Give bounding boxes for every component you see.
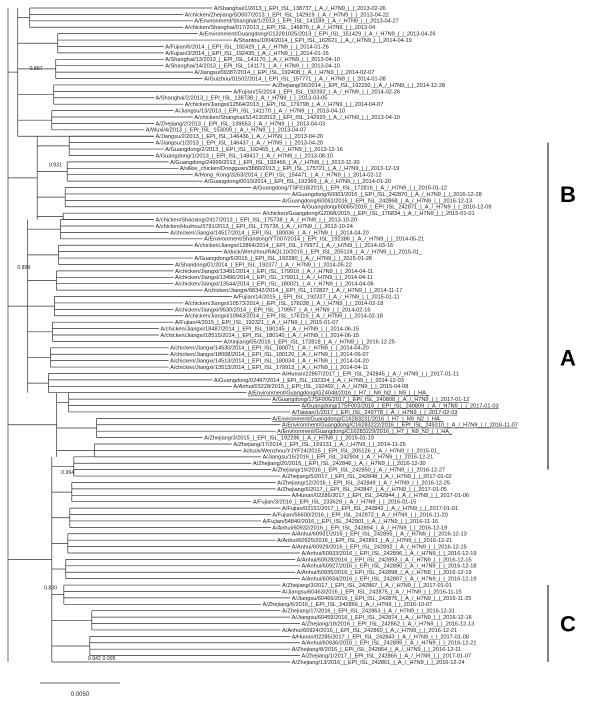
scale-bar bbox=[40, 683, 120, 698]
bootstrap-value-0: 0.897 bbox=[29, 66, 43, 73]
taxon-label: A/chicken/Jiangxi/13513/2014_|_EPI_ISL_179913_|_A_/_H7N9_|_|_2014-04-11 bbox=[170, 364, 369, 371]
taxon-label: A/Jiangsu/2/2013_|_EPI_ISL_146436_|_A_/_H7N9_|_|_2013-04-20 bbox=[155, 134, 324, 141]
taxon-label: A/Guangdong/02497/2014_|_EPI_ISL_192324_|_A_/_H7N9_|_|_2014-12-03 bbox=[213, 377, 404, 384]
taxon-label: A/Guangdong/0010/2014_|_EPI_ISL_192369_|_A_/_H7N9_|_|_2014-01-20 bbox=[204, 179, 392, 186]
taxon-label: A/chicken/Zhejiang/SD007/2013_|_EPI_ISL_142919_|_A_/_H7N9_|_|_2013-04-22 bbox=[184, 12, 389, 19]
taxon-label: A/Anhui/60933/2016_|_EPI_ISL_242896_|_A_/_H7N9_|_|_2016-12-19 bbox=[301, 550, 477, 557]
taxon-label: A/Environment/Shanghai/1/2013_|_EPI_ISL_141189_|_A_/_H7N9_|_|_2013-04-27 bbox=[194, 18, 399, 25]
taxon-label: A/Zhejiang/1/2017_|_EPI_ISL_242865_|_A_/_H7N9_|_|_2017-01-07 bbox=[301, 653, 472, 660]
taxon-label: A/Anhui/60934/2016_|_EPI_ISL_242897_|_A_/_H7N9_|_|_2016-12-19 bbox=[301, 576, 477, 583]
taxon-label: A/chicken/Jiangxi/98342/2014_|_EPI_ISL_172827_|_A_/_H7N9_|_|_2014-11-17 bbox=[204, 288, 403, 295]
taxon-label: A/Jiangsu/13/2013_|_EPI_ISL_141170_|_A_/_H7N9_|_|_2013-04-10 bbox=[174, 108, 346, 115]
taxon-label: A/Jiangsu/60466/2016_|_EPI_ISL_242876_|_A_/_H7N9_|_|_2016-11-25 bbox=[291, 595, 472, 602]
bootstrap-value-4: 0.800 bbox=[44, 585, 58, 592]
taxon-label: A/chicken/Jiangxi/9530/2014_|_EPI_ISL_179957_|_A_/_H7N9_|_|_2014-02-16 bbox=[174, 307, 371, 314]
taxon-label: A/Fujian/15/2014_|_EPI_ISL_192392_|_A_/_H7N9_|_|_2014-02-26 bbox=[233, 89, 400, 96]
taxon-label: A/chicken/Jiangxi/12864/2014_|_EPI_ISL_179971_|_A_/_H7N9_|_|_2014-03-16 bbox=[194, 243, 394, 250]
taxon-label: A/chicken/Jiangxi/18515/2014_|_EPI_ISL_180140_|_A_/_H7N9_|_|_2014-06-15 bbox=[160, 332, 360, 339]
taxon-label: A/Guangdong/2/2013_|_EPI_ISL_192465_|_A_/_H7N9_|_|_2013-12-16 bbox=[165, 146, 343, 153]
taxon-label: A/Environment/Shandong/YT007/2014_|_EPI_ISL_192386_|_A_/_H7N9_|_|_2014-05-21 bbox=[204, 236, 425, 243]
taxon-label: A/Zhejiang/12/2016_|_EPI_ISL_242849_|_A_/_H7N9_|_|_2016-12-25 bbox=[277, 480, 450, 487]
taxon-label: A/Jiangsu/1/2013_|_EPI_ISL_146437_|_A_/_H7N9_|_|_2013-04-20 bbox=[155, 140, 324, 147]
taxon-label: A/Wuxi/4/2013_|_EPI_ISL_153009_|_A_/_H7N9_|_|_2013-04-07 bbox=[145, 127, 307, 134]
taxon-label: A/chicken/Jiangxi/14530/2014_|_EPI_ISL_180071_|_A_/_H7N9_|_|_2014-04-20 bbox=[170, 345, 369, 352]
taxon-label: A/chicken/Shaoxing/2417/2013_|_EPI_ISL_175738_|_A_/_H7N9_|_|_2013-10-20 bbox=[155, 217, 357, 224]
taxon-label: A/Hunan/22867/2017_|_EPI_ISL_242845_|_A_/_H7N9_|_|_2017-01-11 bbox=[282, 371, 459, 378]
taxon-label: A/Anhui/60928/2016_|_EPI_ISL_242893_|_A_/_H7N9_|_|_2016-12-15 bbox=[296, 557, 472, 564]
taxon-label: A/Zhejiang/5/2017_|_EPI_ISL_242848_|_A_/_H7N9_|_|_2017-01-02 bbox=[282, 473, 452, 480]
taxon-label: A/Fujian/4/2015_|_EPI_ISL_192321_|_A_/_H7N9_|_|_2015-01-07 bbox=[174, 320, 339, 327]
taxon-label: A/Zhejiang/2/2013_|_EPI_ISL_139653_|_A_/_H7N9_|_|_2013-04-03 bbox=[155, 121, 326, 128]
taxon-label: A/Guangdong/1/2013_|_EPI_ISL_148417_|_A_/_H7N9_|_|_2013-08-10 bbox=[155, 153, 333, 160]
taxon-label: A/Zhejiang/18/2016_|_EPI_ISL_242862_|_A_/_H7N9_|_|_2016-12-13 bbox=[301, 621, 475, 628]
taxon-label: A/chicken/Guangdong/GZ068/2015_|_EPI_ISL_176834_|_A_/_H7N9_|_|_2015-01-01 bbox=[262, 211, 475, 218]
taxon-label: A/Taiwan/1/2017_|_EPI_ISL_249778_|_A_/_H7N9_|_|_2017-02-03 bbox=[291, 409, 458, 416]
taxon-label: A/Guangdong/17SF006/2017_|_EPI_ISL_240808_|_A_/_H7N9_|_|_2017-01-12 bbox=[272, 397, 470, 404]
taxon-label: A/Xinjiang/05/2016_|_EPI_ISL_172818_|_A_/_H7N9_|_|_2016-12-25 bbox=[223, 339, 395, 346]
taxon-label: A/chicken/Jiangxi/13496/2014_|_EPI_ISL_179911_|_A_/_H7N9_|_|_2014-04-11 bbox=[174, 275, 373, 282]
taxon-label: A/Guangdong/24999/2013_|_EPI_ISL_192466_|_A_/_H7N9_|_|_2013-11-30 bbox=[170, 159, 360, 166]
taxon-label: A/Anhui/60935/2016_|_EPI_ISL_242898_|_A_/_H7N9_|_|_2016-12-19 bbox=[296, 570, 472, 577]
taxon-label: A/Anhui/60931/2016_|_EPI_ISL_242895_|_A_/_H7N9_|_|_2016-12-13 bbox=[291, 531, 467, 538]
taxon-label: A/Zhejiang/19/2016_|_EPI_ISL_242850_|_A_/_H7N9_|_|_2016-12-27 bbox=[272, 467, 446, 474]
taxon-label: A/Jiangsu/09387/2014_|_EPI_ISL_192408_|_A_/_H7N9_|_|_2014-02-07 bbox=[194, 70, 375, 77]
taxon-label: A/Fujian/54840/2016_|_EPI_ISL_242901_|_A_/_H7N9_|_|_2016-11-16 bbox=[262, 518, 439, 525]
taxon-label: A/Zhejiang/6/2017_|_EPI_ISL_242847_|_A_/_H7N9_|_|_2017-01-05 bbox=[277, 486, 447, 493]
taxon-label: A/Jiangsu/60463/2016_|_EPI_ISL_242875_|_A_/_H7N9_|_|_2016-11-15 bbox=[282, 589, 462, 596]
taxon-label: A/Shanghai/13/2013_|_EPI_ISL_141170_|_A_/_H7N9_|_|_2013-04-10 bbox=[165, 57, 340, 64]
bootstrap-value-1: 0.931 bbox=[48, 162, 62, 169]
taxon-label: A/Anhui/60929/2016_|_EPI_ISL_242892_|_A_/_H7N9_|_|_2016-12-15 bbox=[291, 544, 467, 551]
taxon-label: A/Jiangsu/60459/2016_|_EPI_ISL_242874_|_A_/_H7N9_|_|_2016-12-16 bbox=[291, 615, 472, 622]
clade-label-b: B bbox=[560, 181, 576, 207]
taxon-label: A/Zhejiang/6/2016_|_EPI_ISL_242866_|_A_/_H7N9_|_|_2016-10-07 bbox=[262, 602, 433, 609]
bootstrap-value-3: 0.994 bbox=[61, 470, 75, 477]
taxon-label: A/Zhejiang/20/2016_|_EPI_ISL_242846_|_A_/_H7N9_|_|_2016-12-30 bbox=[252, 461, 426, 468]
taxon-label: A/Zhejiang/17/2016_|_EPI_ISL_242863_|_A_/_H7N9_|_|_2016-12-31 bbox=[282, 608, 455, 615]
taxon-label: A/chicken/Huzhou/3791/2013_|_EPI_ISL_175736_|_A_/_H7N9_|_|_2013-10-24 bbox=[155, 223, 353, 230]
taxon-label: A/Zhejiang/3/2015_|_EPI_ISL_192296_|_A_/_H7N9_|_|_2015-01-19 bbox=[204, 435, 374, 442]
taxon-label: A/Anhui/60936/2016_|_EPI_ISL_242899_|_A_/_H7N9_|_|_2016-12-21 bbox=[301, 640, 477, 647]
taxon-label: A/Fujian/56600/2016_|_EPI_ISL_242872_|_A_/_H7N9_|_|_2016-11-20 bbox=[272, 512, 448, 519]
taxon-label: A/Zhejiang/36/2014_|_EPI_ISL_192292_|_A_/_H7N9_|_|_2014-12-28 bbox=[272, 82, 446, 89]
taxon-label: A/Fujian/3/2016_|_EPI_ISL_233629_|_A_/_H7N9_|_|_2016-01-15 bbox=[252, 499, 417, 506]
taxon-label: A/duck/Wenzhou/YJYF24/2015_|_EPI_ISL_205126_|_A_/_H7N9_|_|_2015-01_ bbox=[243, 448, 441, 455]
taxon-label: A/Anhui/60927/2016_|_EPI_ISL_242890_|_A_/_H7N9_|_|_2016-12-18 bbox=[301, 563, 477, 570]
taxon-label: A/Hunan/02285/2017_|_EPI_ISL_242843_|_A_/_H7N9_|_|_2017-01-08 bbox=[291, 634, 469, 641]
taxon-label: A/Zhejiang/13/2016_|_EPI_ISL_242861_|_A_/_H7N9_|_|_2016-12-24 bbox=[291, 659, 465, 666]
bootstrap-value-5: 0.942 bbox=[87, 656, 101, 662]
taxon-label: A/Guangdong/60061/2016_|_EPI_ISL_242868_|_A_/_H7N9_|_|_2016-12-13 bbox=[282, 198, 472, 205]
taxon-label: A/chicken/Shanghai/S1413/2013_|_EPI_ISL_142920_|_A_/_H7N9_|_|_2013-04-10 bbox=[194, 114, 400, 121]
taxon-label: A/Guangdong/17SF003/2016_|_EPI_ISL_240809_|_A_/_H7N9_|_|_2017-01-03 bbox=[301, 403, 499, 410]
taxon-label: A/chicken/Jiangxi/18008/2014_|_EPI_ISL_180120_|_A_/_H7N9_|_|_2014-06-07 bbox=[170, 352, 369, 359]
taxon-label: A/chicken/Jiangxi/14517/2014_|_EPI_ISL_180036_|_A_/_H7N9_|_|_2014-04-20 bbox=[170, 230, 369, 237]
taxon-label: A/Anhui/60932/2016_|_EPI_ISL_242894_|_A_/_H7N9_|_|_2016-12-19 bbox=[272, 525, 448, 532]
taxon-label: A/Hong_Kong/3263/2014_|_EPI_ISL_154471_|_A_/_H7N9_|_|_2014-02-12 bbox=[194, 172, 382, 179]
taxon-label: A/Jiangsu/15/2016_|_EPI_ISL_242904_|_A_/_H7N9_|_|_2016-12-21 bbox=[262, 454, 434, 461]
taxon-label: A/chicken/Shanghai/017/2013_|_EPI_ISL_146876_|_A_/_H7N9_|_|_2013-04 bbox=[184, 25, 376, 32]
taxon-label: A/chicken/Jiangxi/18487/2014_|_EPI_ISL_180145_|_A_/_H7N9_|_|_2014-06-15 bbox=[160, 326, 360, 333]
taxon-label: A/Guangdong/60065/2016_|_EPI_ISL_242871_|_A_/_H7N9_|_|_2016-12-09 bbox=[301, 204, 492, 211]
bootstrap-value-2: 0.899 bbox=[17, 264, 31, 271]
taxon-label: A/silkie_chicken/Dongguan/3880/2013_|_EPI_ISL_175721_|_A_/_H7N9_|_|_2013-12-19 bbox=[179, 166, 400, 173]
taxon-label: A/Guizhou/01502/2014_|_EPI_ISL_157771_|_A_/_H7N9_|_|_2014-01-08 bbox=[204, 76, 386, 83]
taxon-label: A/chicken/Jiangxi/10943/2014_|_EPI_ISL_176115_|_A_/_H7N9_|_|_2014-02-18 bbox=[184, 313, 383, 320]
taxon-label: A/Shandong/01/2014_|_EPI_ISL_192377_|_A_/_H7N9_|_|_2014-05-22 bbox=[174, 262, 352, 269]
clade-label-a: A bbox=[560, 345, 576, 371]
taxon-label: A/chicken/Jiangxi/13544/2014_|_EPI_ISL_180021_|_A_/_H7N9_|_|_2014-04-06 bbox=[174, 281, 374, 288]
taxon-label: A/Shanghai/1/2013_|_EPI_ISL_138737_|_A_/_H7N9_|_|_2013-02-26 bbox=[213, 5, 386, 12]
taxon-label: A/Zhejiang/17/2014_|_EPI_ISL_169131_|_A_/_H7N9_|_|_2014-11-25 bbox=[233, 441, 406, 448]
taxon-label: A/Environment/Guangdong/GZ4048/2016_|_H7_|_N9_N2_|_N9_|_|_HA_ bbox=[247, 390, 430, 397]
taxon-label: A/Environment/Guangdong/C16283229/2016_|_H7_|_N9_N2_|_|_HA_ bbox=[277, 429, 453, 436]
taxon-label: A/Anhui/60924/2016_|_EPI_ISL_242860_|_A_/_H7N9_|_|_2016-12-21 bbox=[282, 627, 458, 634]
taxon-label: A/Hunan/02286/2017_|_EPI_ISL_242844_|_A_/_H7N9_|_|_2017-01-06 bbox=[291, 493, 469, 500]
taxon-label: A/Guangdong/TSF018/2015_|_EPI_ISL_172816_|_A_/_H7N9_|_|_2015-01-12 bbox=[252, 185, 448, 192]
scale-bar-label: 0.0050 bbox=[70, 692, 90, 698]
taxon-label: A/Anhui/60925/2016_|_EPI_ISL_242891_|_A_/_H7N9_|_|_2016-12-21 bbox=[277, 538, 453, 545]
taxon-label: A/Guangdong/60003/2016_|_EPI_ISL_242870_|_A_/_H7N9_|_|_2016-12-28 bbox=[291, 191, 482, 198]
taxon-label: A/Environment/Guangdong/C13281025/2013_|_EPI_ISL_151429_|_A_/_H7N9_|_|_2013-04-26 bbox=[199, 31, 436, 38]
taxon-label: A/Zhejiang/3/2017_|_EPI_ISL_242867_|_A_/_H7N9_|_|_2017-01-01 bbox=[282, 582, 452, 589]
taxon-label: A/Shanghai/2/2013_|_EPI_ISL_138738_|_A_/_H7N9_|_|_2013-03-05 bbox=[155, 95, 328, 102]
taxon-label: A/Fujian/14/2015_|_EPI_ISL_192327_|_A_/_H7N9_|_|_2015-01-11 bbox=[233, 294, 400, 301]
taxon-label: A/Shantou/1004/2014_|_EPI_ISL_162621_|_A_/_H7N9_|_|_2014-04-19 bbox=[233, 37, 412, 44]
taxon-labels bbox=[146, 6, 518, 666]
taxon-label: A/duck/Wenzhou/RAQL10/2015_|_EPI_ISL_205124_|_A_/_H7N9_|_|_2015-01_ bbox=[223, 249, 423, 256]
taxon-label: A/Anhui/03228/2015_|_EPI_ISL_192492_|_A_/_H7N9_|_|_2015-04-08 bbox=[233, 384, 409, 391]
taxon-label: A/chicken/Jiangxi/14513/2014_|_EPI_ISL_180034_|_A_/_H7N9_|_|_2014-04-20 bbox=[170, 358, 369, 365]
taxon-label: A/Shanghai/14/2013_|_EPI_ISL_141171_|_A_/_H7N9_|_|_2013-04-10 bbox=[165, 63, 340, 70]
taxon-label: A/Zhejiang/8/2016_|_EPI_ISL_242864_|_A_/_H7N9_|_|_2016-12-11 bbox=[291, 647, 462, 654]
taxon-label: A/Fujian/6/2014_|_EPI_ISL_192429_|_A_/_H7N9_|_|_2014-01-26 bbox=[165, 44, 329, 51]
taxon-label: A/Environment/Guangdong/C16283231/2016_|_H7_|_N9_N2_|_HA_ bbox=[272, 416, 443, 423]
taxon-label: A/Environment/Guangdong/C16283222/2016_|_EPI_ISL_249310_|_A_/_H7N9_|_|_2016-11-07 bbox=[282, 422, 518, 429]
bootstrap-value-6: 0.995 bbox=[102, 656, 116, 662]
taxon-label: A/Fujian/3/2014_|_EPI_ISL_192435_|_A_/_H7N9_|_|_2014-01-16 bbox=[165, 50, 329, 57]
clade-brackets bbox=[548, 143, 576, 662]
clade-label-c: C bbox=[560, 611, 576, 637]
taxon-label: A/chicken/Jiangxi/12564/2013_|_EPI_ISL_179798_|_A_/_H7N9_|_|_2014-04-07 bbox=[184, 102, 384, 109]
taxon-label: A/chicken/Jiangxi/10573/2014_|_EPI_ISL_176038_|_A_/_H7N9_|_|_2014-02-18 bbox=[184, 300, 384, 307]
taxon-label: A/chicken/Jiangxi/13491/2014_|_EPI_ISL_179910_|_A_/_H7N9_|_|_2014-04-11 bbox=[174, 268, 374, 275]
taxon-label: A/Guangdong/6/2015_|_EPI_ISL_192280_|_A_/_H7N9_|_|_2015-01-28 bbox=[194, 255, 372, 262]
taxon-label: A/Fujian/02151/2017_|_EPI_ISL_242842_|_A_/_H7N9_|_|_2017-01-01 bbox=[282, 506, 458, 513]
